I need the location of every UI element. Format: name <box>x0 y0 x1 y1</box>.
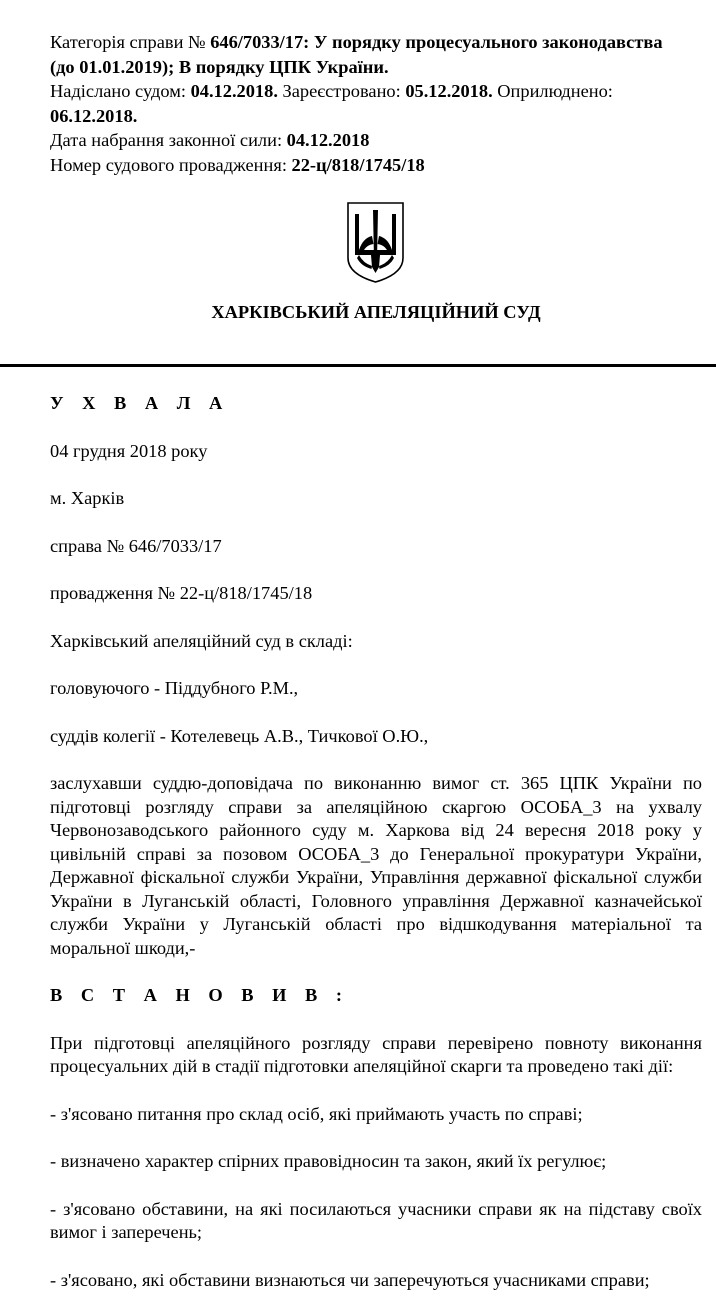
preparation-paragraph: При підготовці апеляційного розгляду справи перевірено повноту виконання процесуальних дій в стадії підготовки апеляційної скарги та проведено такі дії: <box>50 1032 702 1076</box>
case-number: справа № 646/7033/17 <box>50 535 222 556</box>
published-date: 06.12.2018. <box>50 105 138 126</box>
panel-judges: суддів колегії - Котелевець А.В., Тичкової О.Ю., <box>50 725 429 746</box>
case-category-value: 646/7033/17: У порядку процесуального законодавства (до 01.01.2019); В порядку ЦПК України. <box>50 32 663 77</box>
proceeding-number-body: провадження № 22-ц/818/1745/18 <box>50 583 313 603</box>
registered-date: 05.12.2018. <box>405 81 493 101</box>
court-name: ХАРКІВСЬКИЙ АПЕЛЯЦІЙНИЙ СУД <box>211 302 541 322</box>
sent-date: 04.12.2018. <box>190 81 278 101</box>
header-divider <box>0 364 716 367</box>
dates-line: Надіслано судом: 04.12.2018. Зареєстровано: 05.12.2018. Оприлюднено: 06.12.2018. <box>50 81 613 126</box>
ruling-date: 04 грудня 2018 року <box>50 440 208 461</box>
document-metadata <box>50 30 690 177</box>
court-composition: Харківський апеляційний суд в складі: <box>50 630 353 651</box>
ruling-city: м. Харків <box>50 488 125 508</box>
proceeding-number: 22-ц/818/1745/18 <box>291 154 425 175</box>
presiding-judge: головуючого - Піддубного Р.М., <box>50 678 299 698</box>
effective-date: 04.12.2018 <box>286 130 370 150</box>
case-category-line: Категорія справи № 646/7033/17: У порядку процесуального законодавства (до 01.01.2019); В порядку ЦПК України. <box>50 32 663 77</box>
list-item: - з'ясовано питання про склад осіб, які приймають участь по справі; <box>50 1103 583 1124</box>
proceeding-number-line: Номер судового провадження: 22-ц/818/1745/18 <box>50 154 425 175</box>
effective-date-line: Дата набрання законної сили: 04.12.2018 <box>50 130 370 150</box>
ruling-body <box>50 392 702 1316</box>
list-item: - з'ясовано обставини, на які посилаються учасники справи як на підставу своїх вимог і заперечень; <box>50 1198 702 1242</box>
ruling-heading: У Х В А Л А <box>50 393 230 413</box>
intro-paragraph: заслухавши суддю-доповідача по виконанню вимог ст. 365 ЦПК України по підготовці розгляду справи за апеляційною скаргою ОСОБА_3 на ухвалу Червонозаводського районного суду м. Харкова від 24 вересня 2018 року у цивільній справі за позовом ОСОБА_3 до Генеральної прокуратури України, Державної фіскальної служби України, Управління державної фіскальної служби України в Луганській області, Головного управління Державної казначейської служби України у Луганській області про відшкодування матеріальної та моральної шкоди,- <box>50 773 702 958</box>
list-item: - з'ясовано, які обставини визнаються чи заперечуються учасниками справи; <box>50 1269 650 1290</box>
list-item: - визначено характер спірних правовідносин та закон, який їх регулює; <box>50 1151 607 1171</box>
established-heading: В С Т А Н О В И В : <box>50 985 350 1005</box>
coat-of-arms-icon <box>345 200 406 284</box>
